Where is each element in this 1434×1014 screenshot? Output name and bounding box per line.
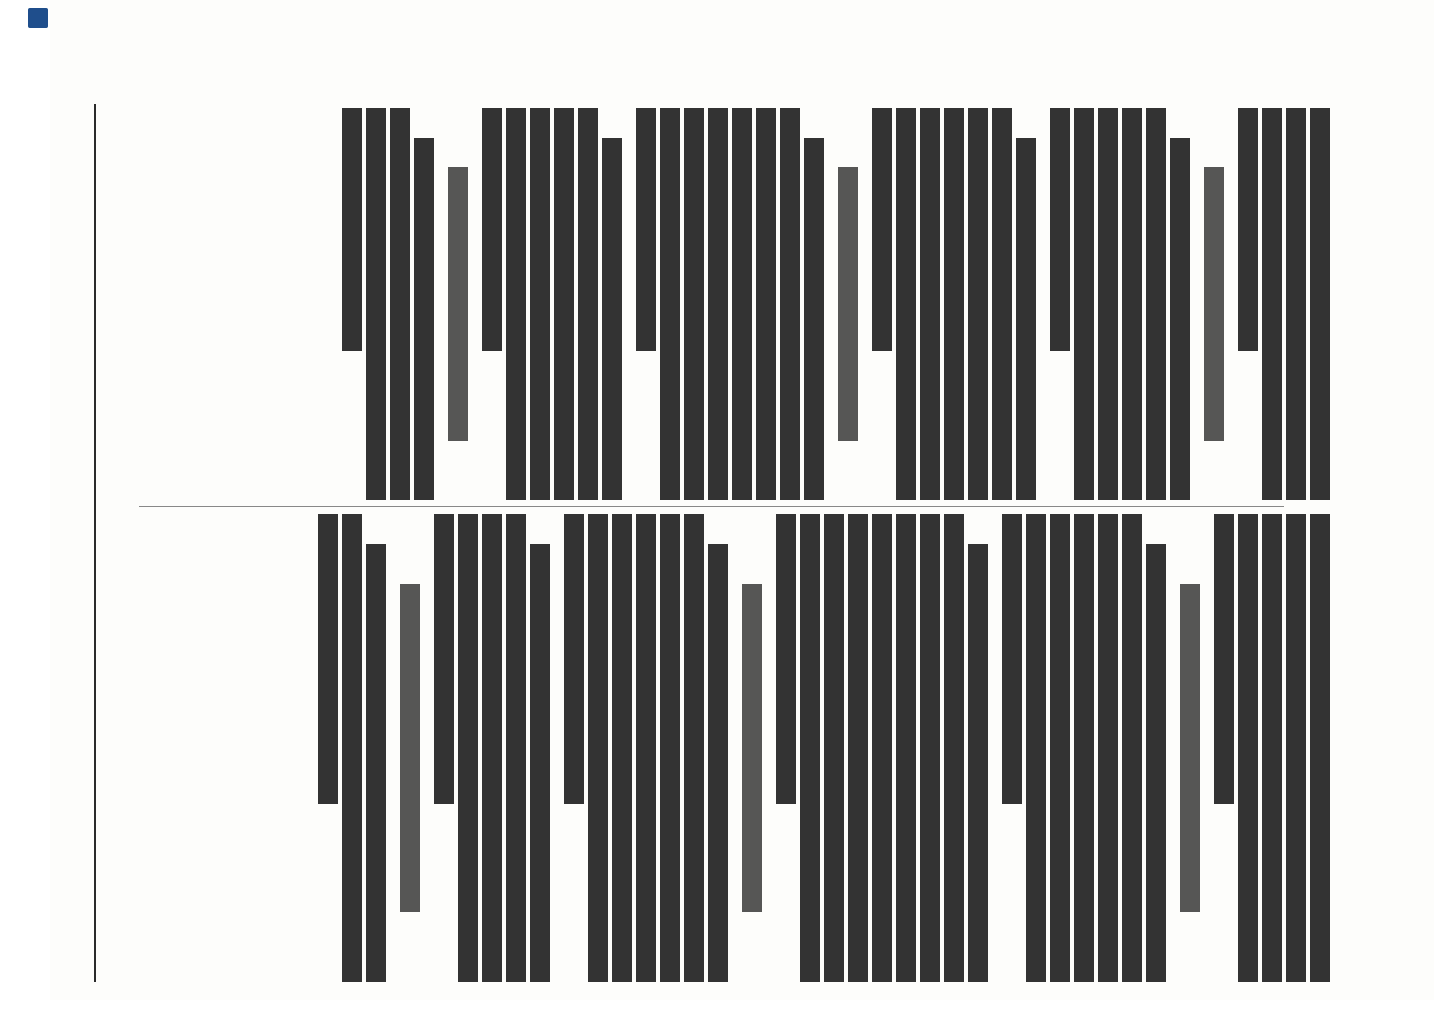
text-line	[506, 514, 526, 982]
text-line	[554, 108, 574, 500]
text-line	[684, 108, 704, 500]
text-line	[780, 108, 800, 500]
text-line	[776, 514, 796, 804]
column-right	[140, 514, 1330, 982]
text-line	[1214, 514, 1234, 804]
text-line	[1098, 514, 1118, 982]
text-line	[366, 108, 386, 500]
text-line	[342, 108, 362, 351]
margin-marker-a	[160, 74, 184, 102]
text-line	[872, 514, 892, 982]
margin-marker-b	[710, 74, 734, 102]
dfg-logo	[28, 8, 48, 28]
text-line	[482, 514, 502, 982]
text-line	[342, 514, 362, 982]
text-line	[732, 108, 752, 500]
text-line	[800, 514, 820, 982]
text-line	[1204, 167, 1224, 441]
text-line	[1310, 514, 1330, 982]
text-line	[742, 584, 762, 912]
text-line	[1310, 108, 1330, 500]
text-line	[756, 108, 776, 500]
text-line	[1180, 584, 1200, 912]
text-line	[944, 108, 964, 500]
text-line	[1238, 108, 1258, 351]
text-line	[1098, 108, 1118, 500]
text-line	[564, 514, 584, 804]
column-left	[140, 108, 1330, 500]
text-line	[1286, 514, 1306, 982]
text-line	[1122, 514, 1142, 982]
text-line	[530, 108, 550, 500]
text-line	[448, 167, 468, 441]
text-line	[390, 108, 410, 500]
text-line	[1122, 108, 1142, 500]
text-line	[1002, 514, 1022, 804]
text-line	[1074, 108, 1094, 500]
text-line	[1286, 108, 1306, 500]
running-head	[98, 110, 132, 980]
text-line	[400, 584, 420, 912]
text-line	[1146, 108, 1166, 500]
column-divider	[139, 506, 1284, 507]
margin-marker-c	[160, 986, 184, 1014]
text-line	[366, 544, 386, 982]
text-line	[992, 108, 1012, 500]
text-line	[1016, 138, 1036, 500]
text-line	[636, 108, 656, 351]
text-line	[434, 514, 454, 804]
text-line	[838, 167, 858, 441]
text-line	[848, 514, 868, 982]
text-line	[636, 514, 656, 982]
text-line	[660, 108, 680, 500]
margin-marker-d	[710, 986, 734, 1014]
text-line	[612, 514, 632, 982]
text-line	[872, 108, 892, 351]
text-line	[530, 544, 550, 982]
text-line	[458, 514, 478, 982]
text-line	[968, 108, 988, 500]
text-line	[896, 108, 916, 500]
text-line	[1238, 514, 1258, 982]
text-line	[920, 514, 940, 982]
text-line	[708, 108, 728, 500]
text-line	[920, 108, 940, 500]
text-line	[804, 138, 824, 500]
text-line	[1026, 514, 1046, 982]
text-line	[684, 514, 704, 982]
text-line	[506, 108, 526, 500]
text-line	[1262, 514, 1282, 982]
text-line	[660, 514, 680, 982]
text-line	[602, 138, 622, 500]
text-line	[1050, 514, 1070, 982]
digitization-credit	[30, 32, 46, 932]
text-line	[482, 108, 502, 351]
text-line	[824, 514, 844, 982]
text-line	[896, 514, 916, 982]
text-line	[1262, 108, 1282, 500]
text-line	[708, 544, 728, 982]
text-line	[588, 514, 608, 982]
text-line	[968, 544, 988, 982]
text-line	[414, 138, 434, 500]
text-line	[1050, 108, 1070, 351]
text-line	[1170, 138, 1190, 500]
text-line	[1074, 514, 1094, 982]
page-footer	[1332, 110, 1350, 980]
head-rule	[94, 104, 96, 982]
text-line	[1146, 544, 1166, 982]
text-line	[944, 514, 964, 982]
text-line	[318, 514, 338, 804]
text-line	[578, 108, 598, 500]
